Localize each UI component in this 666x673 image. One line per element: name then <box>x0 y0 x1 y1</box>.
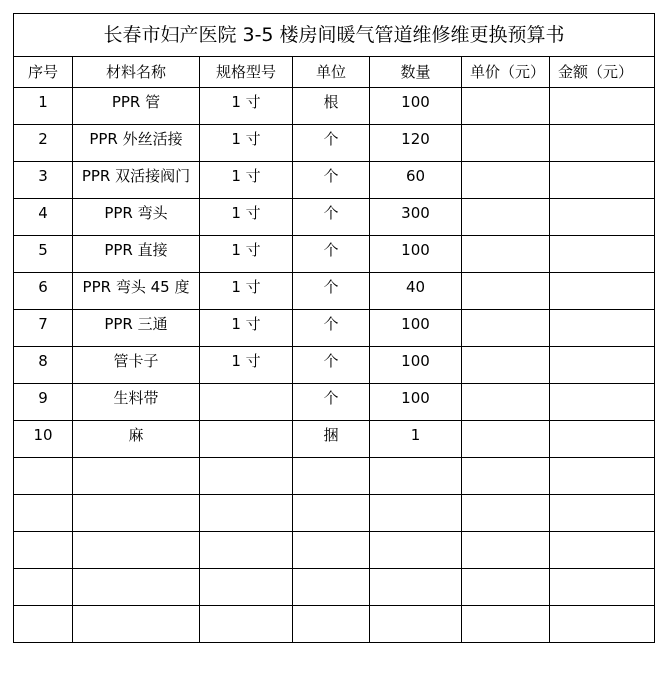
cell-unit-price <box>462 384 550 421</box>
cell-quantity: 100 <box>370 88 462 125</box>
cell-material-name: PPR 三通 <box>73 310 200 347</box>
cell-spec <box>200 532 293 569</box>
cell-quantity: 120 <box>370 125 462 162</box>
cell-no: 2 <box>14 125 73 162</box>
cell-unit-price <box>462 495 550 532</box>
cell-spec <box>200 606 293 643</box>
cell-quantity: 100 <box>370 310 462 347</box>
cell-material-name: PPR 弯头 45 度 <box>73 273 200 310</box>
column-header-name: 材料名称 <box>73 57 200 88</box>
table-row <box>14 569 655 606</box>
cell-unit: 捆 <box>293 421 370 458</box>
cell-material-name: PPR 外丝活接 <box>73 125 200 162</box>
cell-quantity: 60 <box>370 162 462 199</box>
budget-sheet <box>13 13 654 643</box>
column-header-no: 序号 <box>14 57 73 88</box>
table-row <box>14 236 655 273</box>
cell-no <box>14 458 73 495</box>
cell-unit-price <box>462 532 550 569</box>
cell-unit-price <box>462 236 550 273</box>
column-header-unit-price: 单价（元） <box>462 57 550 88</box>
table-body <box>14 88 655 643</box>
cell-unit: 个 <box>293 236 370 273</box>
cell-amount <box>550 273 655 310</box>
cell-no: 7 <box>14 310 73 347</box>
table-row <box>14 532 655 569</box>
cell-unit-price <box>462 347 550 384</box>
cell-unit: 个 <box>293 384 370 421</box>
cell-spec: 1 寸 <box>200 310 293 347</box>
cell-unit <box>293 569 370 606</box>
cell-material-name: 管卡子 <box>73 347 200 384</box>
cell-amount <box>550 495 655 532</box>
column-header-amount: 金额（元） <box>550 57 655 88</box>
cell-unit: 个 <box>293 347 370 384</box>
cell-amount <box>550 606 655 643</box>
table-row <box>14 88 655 125</box>
cell-no: 5 <box>14 236 73 273</box>
cell-unit: 个 <box>293 125 370 162</box>
cell-unit <box>293 495 370 532</box>
cell-unit-price <box>462 421 550 458</box>
cell-material-name: PPR 管 <box>73 88 200 125</box>
cell-spec <box>200 384 293 421</box>
cell-no: 8 <box>14 347 73 384</box>
table-row <box>14 199 655 236</box>
cell-material-name: PPR 弯头 <box>73 199 200 236</box>
cell-no <box>14 495 73 532</box>
cell-unit-price <box>462 458 550 495</box>
table-row <box>14 495 655 532</box>
table-row <box>14 273 655 310</box>
table-row <box>14 162 655 199</box>
column-header-spec: 规格型号 <box>200 57 293 88</box>
cell-unit-price <box>462 88 550 125</box>
cell-quantity: 100 <box>370 384 462 421</box>
cell-unit-price <box>462 125 550 162</box>
column-header-qty: 数量 <box>370 57 462 88</box>
cell-spec: 1 寸 <box>200 162 293 199</box>
cell-material-name <box>73 532 200 569</box>
cell-quantity: 300 <box>370 199 462 236</box>
cell-material-name: PPR 直接 <box>73 236 200 273</box>
cell-amount <box>550 421 655 458</box>
cell-material-name: 麻 <box>73 421 200 458</box>
cell-quantity: 1 <box>370 421 462 458</box>
cell-amount <box>550 384 655 421</box>
cell-no <box>14 532 73 569</box>
cell-material-name: 生料带 <box>73 384 200 421</box>
cell-unit-price <box>462 162 550 199</box>
cell-no: 1 <box>14 88 73 125</box>
cell-no: 9 <box>14 384 73 421</box>
cell-material-name: PPR 双活接阀门 <box>73 162 200 199</box>
table-row <box>14 347 655 384</box>
cell-unit-price <box>462 273 550 310</box>
cell-amount <box>550 532 655 569</box>
cell-no: 3 <box>14 162 73 199</box>
cell-quantity: 100 <box>370 236 462 273</box>
document-title: 长春市妇产医院 3-5 楼房间暖气管道维修维更换预算书 <box>14 14 655 57</box>
cell-material-name <box>73 569 200 606</box>
table-row <box>14 310 655 347</box>
cell-no: 4 <box>14 199 73 236</box>
cell-amount <box>550 88 655 125</box>
cell-unit-price <box>462 199 550 236</box>
table-row <box>14 384 655 421</box>
cell-unit-price <box>462 569 550 606</box>
column-header-unit: 单位 <box>293 57 370 88</box>
cell-amount <box>550 199 655 236</box>
cell-quantity <box>370 458 462 495</box>
cell-unit: 根 <box>293 88 370 125</box>
cell-unit <box>293 532 370 569</box>
cell-unit: 个 <box>293 162 370 199</box>
cell-spec: 1 寸 <box>200 199 293 236</box>
cell-unit-price <box>462 310 550 347</box>
cell-amount <box>550 458 655 495</box>
cell-unit <box>293 458 370 495</box>
cell-unit-price <box>462 606 550 643</box>
cell-amount <box>550 236 655 273</box>
cell-spec <box>200 495 293 532</box>
cell-no: 6 <box>14 273 73 310</box>
cell-amount <box>550 347 655 384</box>
budget-table <box>13 13 655 643</box>
cell-material-name <box>73 495 200 532</box>
cell-unit <box>293 606 370 643</box>
cell-no: 10 <box>14 421 73 458</box>
cell-quantity <box>370 495 462 532</box>
cell-quantity: 100 <box>370 347 462 384</box>
cell-unit: 个 <box>293 273 370 310</box>
table-row <box>14 458 655 495</box>
table-row <box>14 421 655 458</box>
table-row <box>14 606 655 643</box>
cell-material-name <box>73 606 200 643</box>
cell-spec: 1 寸 <box>200 273 293 310</box>
cell-amount <box>550 310 655 347</box>
cell-unit: 个 <box>293 199 370 236</box>
cell-material-name <box>73 458 200 495</box>
cell-quantity <box>370 606 462 643</box>
cell-spec <box>200 569 293 606</box>
header-row <box>14 57 655 88</box>
cell-quantity <box>370 532 462 569</box>
cell-unit: 个 <box>293 310 370 347</box>
cell-amount <box>550 569 655 606</box>
cell-spec: 1 寸 <box>200 125 293 162</box>
cell-quantity: 40 <box>370 273 462 310</box>
cell-spec: 1 寸 <box>200 347 293 384</box>
cell-no <box>14 606 73 643</box>
cell-amount <box>550 125 655 162</box>
cell-spec: 1 寸 <box>200 236 293 273</box>
cell-no <box>14 569 73 606</box>
cell-spec <box>200 421 293 458</box>
cell-spec: 1 寸 <box>200 88 293 125</box>
cell-spec <box>200 458 293 495</box>
cell-amount <box>550 162 655 199</box>
cell-quantity <box>370 569 462 606</box>
table-row <box>14 125 655 162</box>
